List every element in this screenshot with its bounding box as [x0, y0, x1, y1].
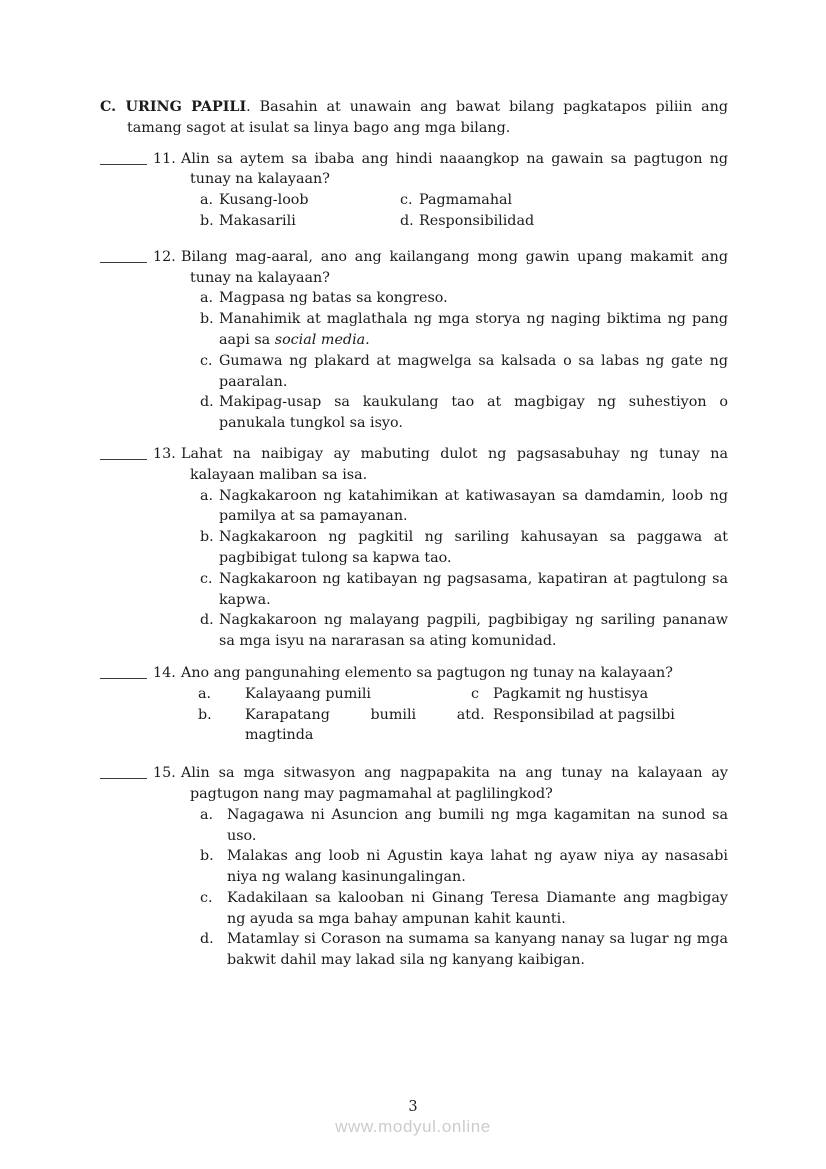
option-item: [200, 527, 728, 569]
option-item: [200, 190, 400, 211]
options-row: [200, 211, 728, 232]
page-number: 3: [408, 1099, 418, 1115]
option-text: Matamlay si Corason na sumama sa kanyang nanay sa lugar ng mga bakwit dahil may lakad sila ng kanyang kaibigan.: [227, 931, 728, 969]
question-11: [100, 149, 728, 232]
option-item: [471, 684, 728, 705]
option-item: [400, 190, 728, 211]
option-text-plain: Manahimik at maglathala ng mga storya ng naging biktima ng pang aapi sa: [219, 311, 728, 348]
option-letter: a.: [200, 806, 214, 823]
option-item: [200, 211, 400, 232]
section-title: C. URING PAPILI: [100, 99, 247, 115]
question-text: Bilang mag-aaral, ano ang kailangang mong gawin upang makamit ang tunay na kalayaan?: [181, 248, 728, 286]
question-body: [181, 247, 728, 434]
option-item: [200, 288, 728, 309]
option-text: Responsibilad at pagsilbi: [493, 706, 675, 723]
option-text: Makasarili: [219, 212, 296, 229]
options-list: [181, 288, 728, 434]
option-item: [200, 569, 728, 611]
option-letter: d.: [471, 706, 485, 723]
option-letter: b.: [200, 529, 214, 546]
option-text: Karapatang bumili at magtinda: [245, 706, 471, 744]
question-text: Lahat na naibigay ay mabuting dulot ng pagsasabuhay ng tunay na kalayaan maliban sa isa.: [181, 445, 728, 483]
section-heading: [100, 97, 728, 139]
question-13: [100, 444, 728, 652]
option-letter: c.: [200, 352, 213, 369]
option-letter: d.: [200, 612, 214, 629]
option-text: Kusang-loob: [219, 192, 309, 209]
option-item: [198, 705, 471, 747]
option-text: Nagagawa ni Asuncion ang bumili ng mga kagamitan na sunod sa uso.: [227, 806, 728, 844]
question-body: [181, 763, 728, 971]
options-row: [200, 190, 728, 211]
option-letter: c: [471, 685, 480, 702]
question-15: [100, 763, 728, 971]
question-text: Alin sa aytem sa ibaba ang hindi naaangkop na gawain sa pagtugon ng tunay na kalayaan?: [181, 150, 728, 188]
option-letter: c.: [400, 192, 413, 209]
option-item: [471, 705, 728, 747]
option-item: [400, 211, 728, 232]
test-section: [100, 97, 728, 971]
options-row: [198, 684, 728, 705]
option-item: [200, 805, 728, 847]
option-item: [200, 888, 728, 930]
option-item: [200, 351, 728, 393]
option-text: [219, 309, 728, 351]
option-letter: b.: [200, 311, 214, 328]
option-text: Nagkakaroon ng malayang pagpili, pagbibigay ng sariling pananaw sa mga isyu na nararasan sa ating komunidad.: [219, 612, 728, 650]
option-text: Makipag-usap sa kaukulang tao at magbigay ng suhestiyon o panukala tungkol sa isyo.: [219, 394, 728, 432]
answer-blank: [100, 247, 147, 263]
question-number: 15.: [153, 765, 176, 782]
option-letter: d.: [400, 212, 414, 229]
option-item: [200, 929, 728, 971]
option-text: Malakas ang loob ni Agustin kaya lahat ng ayaw niya ay nasasabi niya ng walang kasinungalingan.: [227, 848, 728, 886]
option-letter: a.: [200, 192, 214, 209]
option-text: Pagmamahal: [419, 192, 513, 209]
option-letter: b.: [198, 706, 212, 723]
option-item: [200, 486, 728, 528]
options-list: [181, 190, 728, 232]
question-14: [100, 663, 728, 746]
answer-blank: [100, 663, 147, 679]
option-text: Magpasa ng batas sa kongreso.: [219, 290, 448, 307]
question-body: [181, 444, 728, 652]
option-item: [200, 392, 728, 434]
question-number: 12.: [153, 248, 176, 265]
question-text: Ano ang pangunahing elemento sa pagtugon ng tunay na kalayaan?: [181, 664, 673, 681]
question-body: [181, 663, 728, 746]
option-text: Kalayaang pumili: [245, 685, 371, 702]
options-list: [181, 486, 728, 652]
option-letter: d.: [200, 931, 214, 948]
question-body: [181, 149, 728, 232]
option-text: Kadakilaan sa kalooban ni Ginang Teresa Diamante ang magbigay ng ayuda sa mga bahay ampunan kahit kaunti.: [227, 889, 728, 927]
question-text: Alin sa mga sitwasyon ang nagpapakita na ang tunay na kalayaan ay pagtugon nang may pagmamahal at paglilingkod?: [181, 765, 728, 802]
option-text: Pagkamit ng hustisya: [493, 685, 649, 702]
options-list: [181, 805, 728, 971]
option-text: Responsibilidad: [419, 212, 535, 229]
option-letter: a.: [200, 487, 214, 504]
option-letter: b.: [200, 212, 214, 229]
section-instructions: . Basahin at unawain ang bawat bilang pagkatapos piliin ang tamang sagot at isulat sa linya bago ang mga bilang.: [127, 99, 729, 136]
watermark: www.modyul.online: [335, 1117, 491, 1136]
option-item: [200, 846, 728, 888]
question-number: 14.: [153, 664, 176, 681]
option-letter: b.: [200, 848, 214, 865]
option-text: Nagkakaroon ng katahimikan at katiwasayan sa damdamin, loob ng pamilya at sa pamayanan.: [219, 487, 728, 525]
option-letter: c.: [200, 570, 213, 587]
option-text: Gumawa ng plakard at magwelga sa kalsada o sa labas ng gate ng paaralan.: [219, 352, 728, 390]
options-list: [181, 684, 728, 746]
option-letter: c.: [200, 889, 213, 906]
options-row: [198, 705, 728, 747]
answer-blank: [100, 149, 147, 165]
option-letter: a.: [198, 685, 212, 702]
option-item: [200, 610, 728, 652]
answer-blank: [100, 763, 147, 779]
option-item: [200, 309, 728, 351]
option-letter: a.: [200, 290, 214, 307]
option-text: Nagkakaroon ng pagkitil ng sariling kahusayan sa paggawa at pagbibigat tulong sa kapwa tao.: [219, 529, 728, 566]
option-item: [198, 684, 471, 705]
option-text: Nagkakaroon ng katibayan ng pagsasama, kapatiran at pagtulong sa kapwa.: [219, 570, 728, 608]
question-number: 13.: [153, 445, 176, 462]
question-number: 11.: [153, 150, 176, 167]
option-text-italic: social media.: [274, 331, 370, 348]
option-letter: d.: [200, 394, 214, 411]
question-12: [100, 247, 728, 434]
answer-blank: [100, 444, 147, 460]
